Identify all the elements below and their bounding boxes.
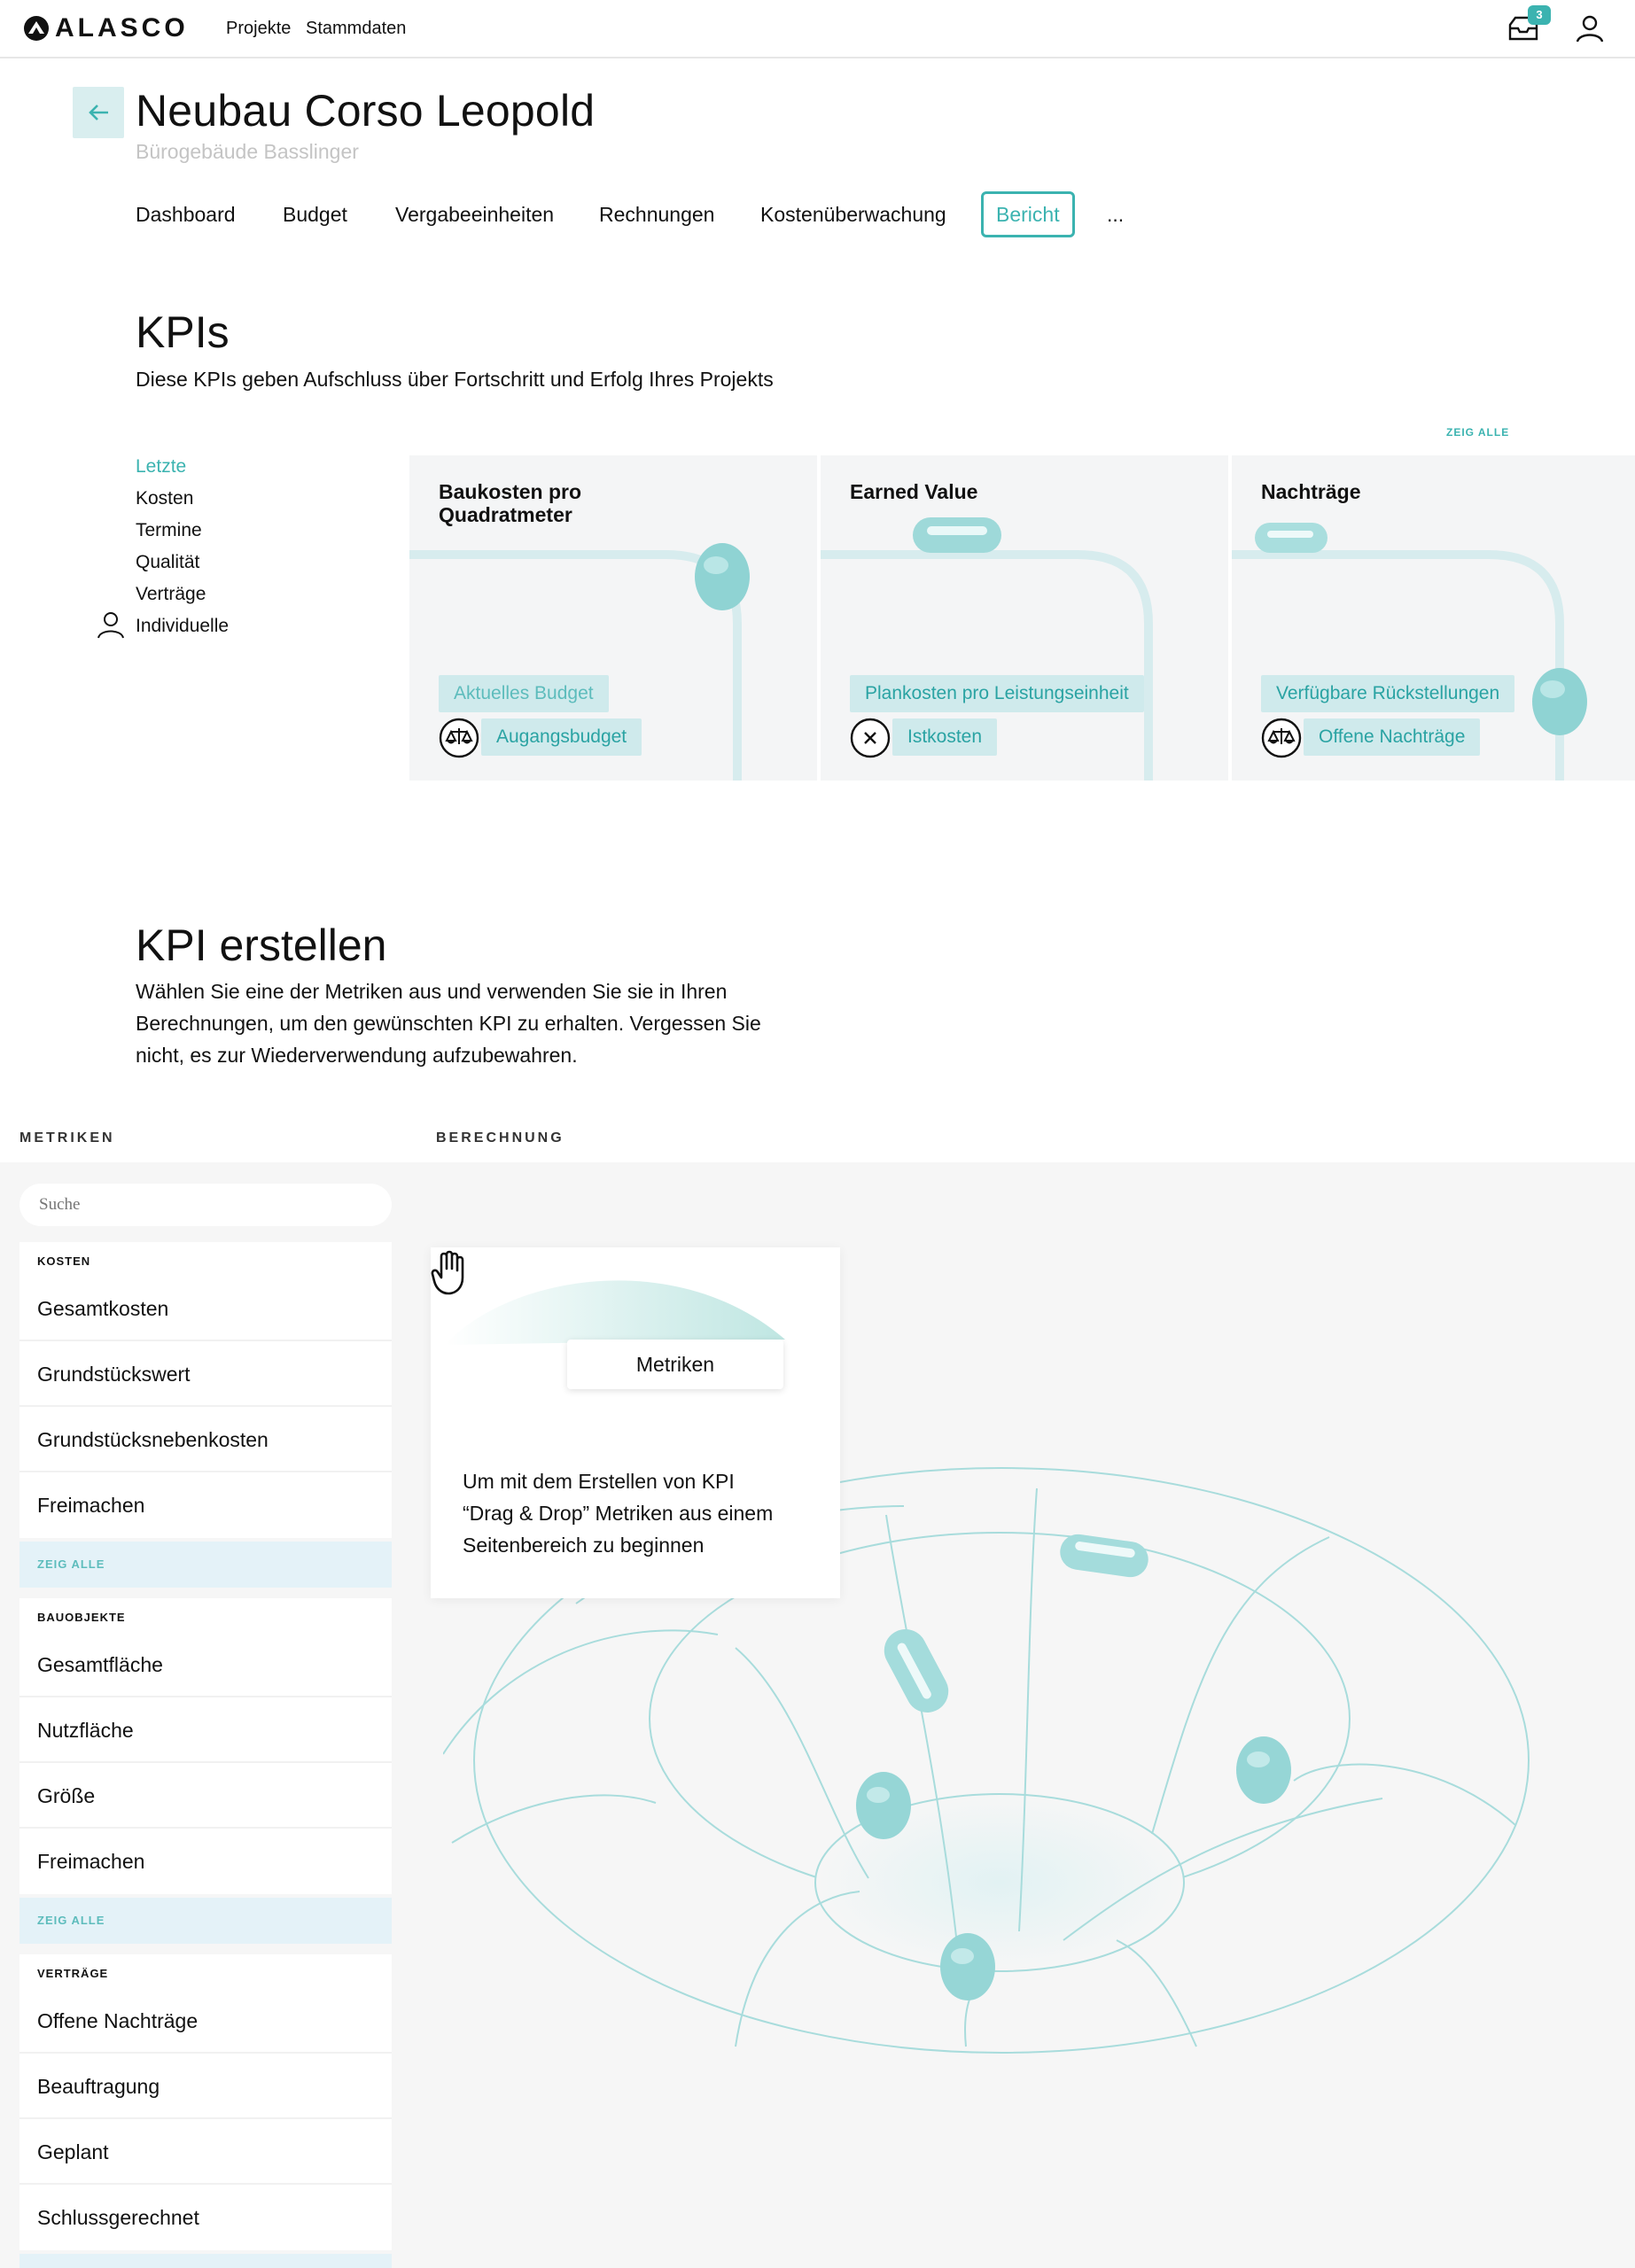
- metric-item[interactable]: Größe: [19, 1763, 392, 1829]
- tab-dashboard[interactable]: Dashboard: [136, 203, 236, 226]
- hint-line: Um mit dem Erstellen von KPI: [463, 1470, 735, 1493]
- logo-text: ALASCO: [55, 13, 189, 43]
- category-vertraege[interactable]: Verträge: [136, 584, 206, 604]
- kpi-card-nachtraege[interactable]: [1232, 455, 1635, 781]
- kpis-show-all-link[interactable]: ZEIG ALLE: [1446, 426, 1510, 439]
- inbox-count-badge: 3: [1528, 5, 1551, 25]
- metric-group-vertraege: [19, 1954, 392, 2250]
- create-kpi-description-line: Wählen Sie eine der Metriken aus und verwenden Sie sie in Ihren: [136, 980, 728, 1003]
- kpi-card-baukosten[interactable]: [409, 455, 817, 781]
- nav-link-stammdaten[interactable]: Stammdaten: [306, 19, 407, 38]
- drag-drop-hint-card: [431, 1247, 840, 1598]
- metric-group-bauobjekte: [19, 1598, 392, 1894]
- tab-kostenueberwachung[interactable]: Kostenüberwachung: [760, 203, 946, 226]
- logo-mark-icon: [23, 15, 50, 42]
- metric-item[interactable]: Freimachen: [37, 1494, 145, 1517]
- metric-group-heading: VERTRÄGE: [37, 1967, 109, 1980]
- swoosh-illustration: [431, 1247, 840, 1425]
- page-title: Neubau Corso Leopold: [136, 86, 596, 136]
- kpi-chip-bottom: Augangsbudget: [481, 718, 642, 756]
- metric-item[interactable]: Geplant: [19, 2119, 392, 2185]
- metric-item[interactable]: Nutzfläche: [19, 1697, 392, 1763]
- metric-item[interactable]: Gesamtfläche: [19, 1632, 392, 1697]
- metric-item[interactable]: Grundstückswert: [19, 1341, 392, 1407]
- kpi-title: Nachträge: [1261, 480, 1361, 503]
- kpi-title: Earned Value: [850, 480, 978, 503]
- vertraege-show-all-band: [19, 2254, 392, 2268]
- metric-item[interactable]: Gesamtkosten: [19, 1276, 392, 1341]
- kpi-chip-top: Aktuelles Budget: [439, 675, 609, 712]
- hint-line: “Drag & Drop” Metriken aus einem: [463, 1502, 774, 1525]
- kpi-chip-bottom: Istkosten: [892, 718, 997, 756]
- category-kosten[interactable]: Kosten: [136, 488, 194, 509]
- metric-group-kosten: [19, 1242, 392, 1538]
- tab-more[interactable]: ...: [1107, 203, 1125, 226]
- category-qualitaet[interactable]: Qualität: [136, 552, 200, 572]
- berechnung-label: BERECHNUNG: [436, 1130, 564, 1146]
- category-letzte[interactable]: Letzte: [136, 456, 187, 477]
- kosten-show-all-link[interactable]: ZEIG ALLE: [19, 1542, 392, 1588]
- tab-bericht[interactable]: Bericht: [981, 191, 1075, 237]
- bauobjekte-show-all-link[interactable]: ZEIG ALLE: [19, 1898, 392, 1944]
- multiply-icon: [850, 718, 891, 758]
- hint-line: Seitenbereich zu beginnen: [463, 1534, 705, 1557]
- kpi-chip-top: Verfügbare Rückstellungen: [1261, 675, 1514, 712]
- drag-drop-hint-text: [463, 1465, 817, 1561]
- hand-cursor-icon: [431, 1247, 475, 1297]
- kpi-chip-bottom: Offene Nachträge: [1304, 718, 1480, 756]
- kpi-chip-top: Plankosten pro Leistungseinheit: [850, 675, 1144, 712]
- tab-rechnungen[interactable]: Rechnungen: [599, 203, 715, 226]
- user-profile-icon[interactable]: [1574, 12, 1606, 44]
- category-termine[interactable]: Termine: [136, 520, 202, 540]
- scale-icon: [1261, 718, 1302, 758]
- top-navigation: [0, 0, 1635, 58]
- tab-vergabeeinheiten[interactable]: Vergabeeinheiten: [395, 203, 555, 226]
- scale-icon: [439, 718, 479, 758]
- back-button[interactable]: [73, 87, 124, 138]
- create-kpi-description-line: Berechnungen, um den gewünschten KPI zu erhalten. Vergessen Sie: [136, 1012, 761, 1035]
- kpi-card-earned-value[interactable]: [821, 455, 1228, 781]
- metric-item[interactable]: Schlussgerechnet: [37, 2206, 199, 2229]
- metric-item[interactable]: Grundstücksnebenkosten: [19, 1407, 392, 1472]
- alasco-logo[interactable]: [23, 14, 189, 43]
- metric-item[interactable]: Beauftragung: [19, 2054, 392, 2119]
- metric-group-heading: BAUOBJEKTE: [37, 1611, 126, 1624]
- category-individuelle[interactable]: Individuelle: [136, 616, 230, 636]
- metriken-label: METRIKEN: [19, 1130, 115, 1146]
- create-kpi-description-line: nicht, es zur Wiederverwendung aufzubewahren.: [136, 1044, 578, 1067]
- user-icon: [96, 610, 126, 640]
- page-subtitle: Bürogebäude Basslinger: [136, 140, 359, 163]
- kpi-category-list: [136, 454, 229, 645]
- nav-link-projekte[interactable]: Projekte: [226, 19, 292, 38]
- metriken-drag-pill: Metriken: [567, 1340, 783, 1389]
- arrow-left-icon: [73, 87, 124, 138]
- kpis-heading: KPIs: [136, 307, 230, 357]
- kpis-description: Diese KPIs geben Aufschluss über Fortschritt und Erfolg Ihres Projekts: [136, 368, 774, 391]
- kpi-title: Baukosten pro Quadratmeter: [439, 480, 582, 526]
- create-kpi-heading: KPI erstellen: [136, 920, 387, 970]
- tab-budget[interactable]: Budget: [283, 203, 347, 226]
- metric-search-input[interactable]: [19, 1184, 392, 1226]
- metric-item[interactable]: Offene Nachträge: [19, 1988, 392, 2054]
- metric-item[interactable]: Freimachen: [37, 1850, 145, 1873]
- metric-group-heading: KOSTEN: [37, 1254, 91, 1268]
